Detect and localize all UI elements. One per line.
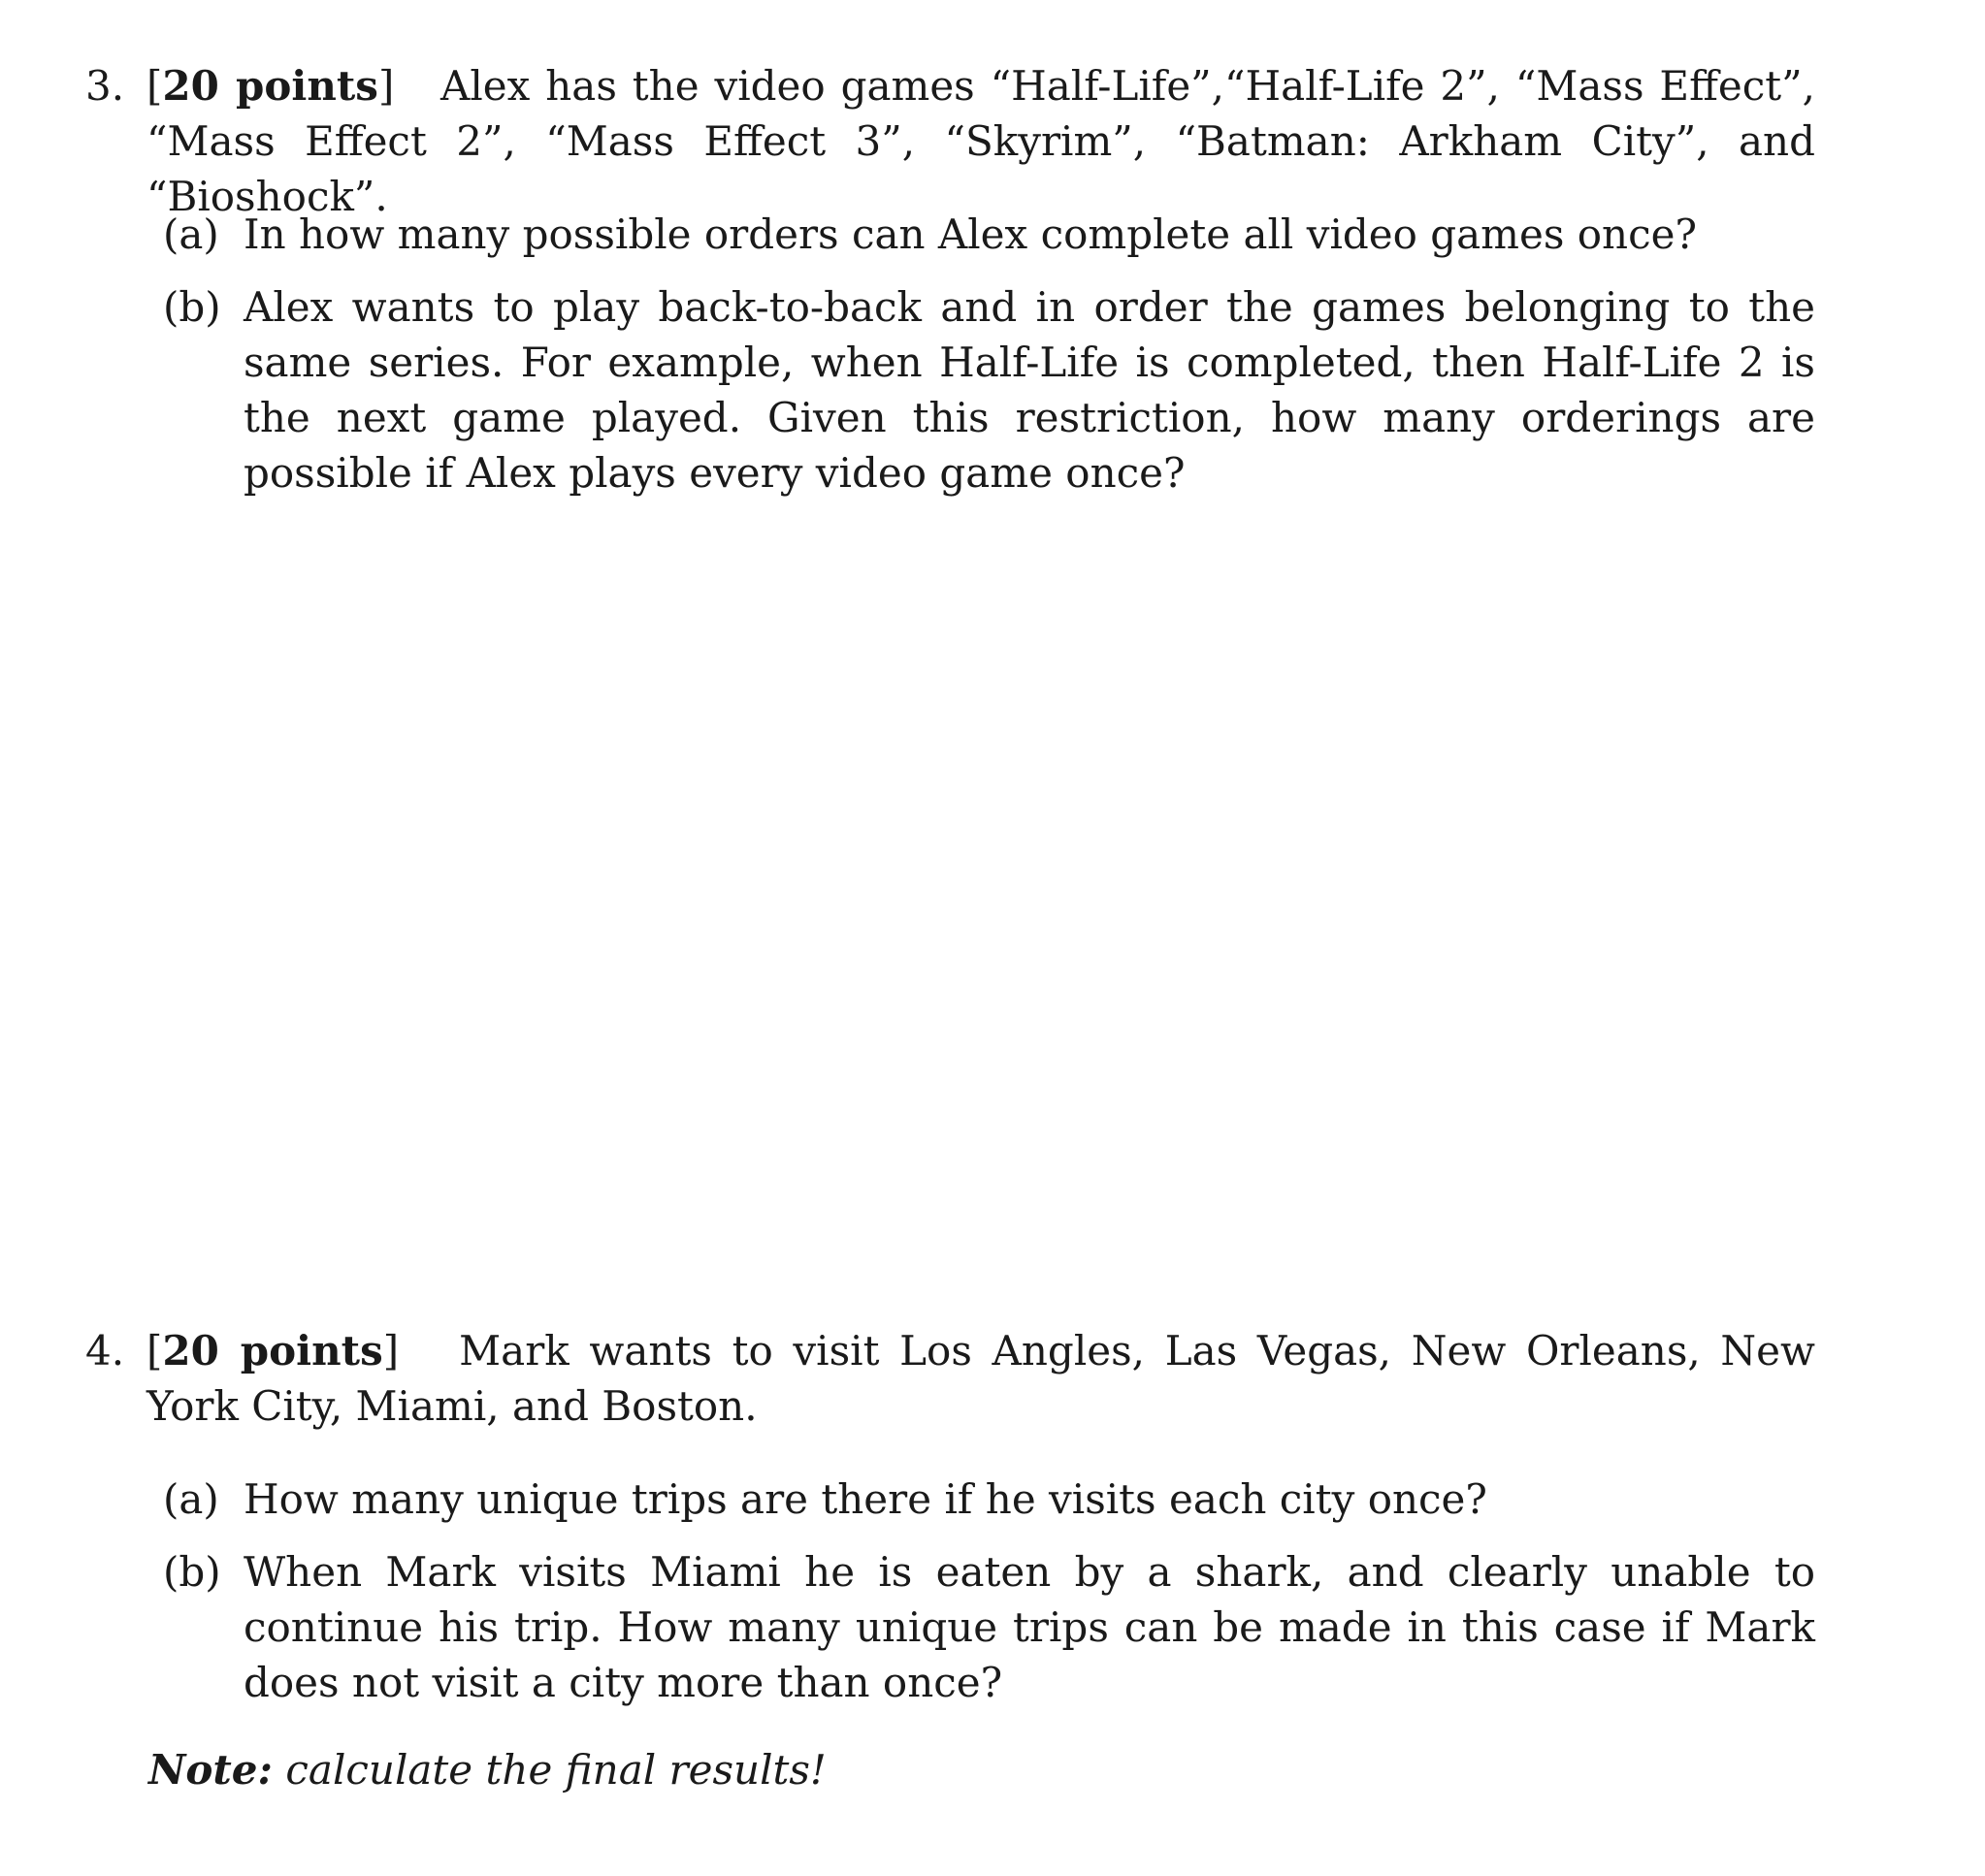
part-text: Alex wants to play back-to-back and in order the games belonging to the same series. For example, when Half-Life is completed, then Half-Life 2 is the next game played. Given this restriction, how many orderings are possible if Alex plays every video game once? bbox=[244, 283, 1815, 497]
note-label: Note: bbox=[148, 1746, 274, 1794]
problem-number: 3. bbox=[85, 62, 125, 110]
part-label: (b) bbox=[163, 1548, 221, 1596]
note-text: calculate the final results! bbox=[285, 1746, 827, 1794]
bracket-close: ] bbox=[377, 62, 395, 110]
part-text: In how many possible orders can Alex complete all video games once? bbox=[244, 210, 1697, 258]
part-label: (a) bbox=[163, 1475, 219, 1523]
bracket-open: [ bbox=[146, 62, 163, 110]
problem-statement: Mark wants to visit Los Angles, Las Vegas, New Orleans, New York City, Miami, and Boston. bbox=[146, 1327, 1815, 1430]
part-label: (b) bbox=[163, 283, 221, 331]
part-label: (a) bbox=[163, 210, 219, 258]
note bbox=[148, 1742, 827, 1797]
points-label: 20 points bbox=[162, 62, 378, 110]
part-text: When Mark visits Miami he is eaten by a shark, and clearly unable to continue his trip. How many unique trips can be made in this case if Mark does not visit a city more than once? bbox=[244, 1548, 1815, 1706]
problem-statement: Alex has the video games “Half-Life”,“Half-Life 2”, “Mass Effect”, “Mass Effect 2”, “Mass Effect 3”, “Skyrim”, “Batman: Arkham City”, and “Bioshock”. bbox=[146, 62, 1815, 220]
part-text: How many unique trips are there if he visits each city once? bbox=[244, 1475, 1487, 1523]
problem-number: 4. bbox=[85, 1327, 125, 1375]
problem-statement-block bbox=[146, 58, 1815, 224]
problem-statement-block bbox=[146, 1323, 1815, 1434]
bracket-close: ] bbox=[382, 1327, 400, 1375]
points-label: 20 points bbox=[162, 1327, 383, 1375]
bracket-open: [ bbox=[146, 1327, 163, 1375]
